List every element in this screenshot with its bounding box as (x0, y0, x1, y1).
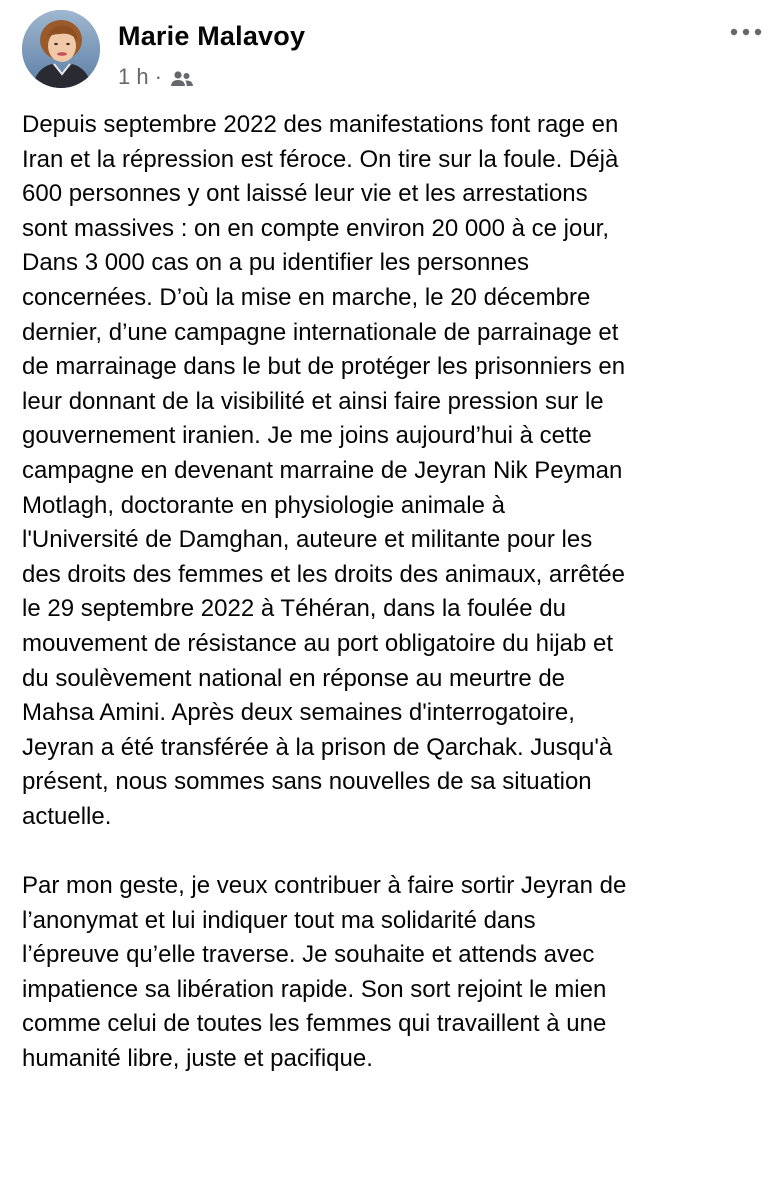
post-header (22, 10, 762, 92)
author-name[interactable]: Marie Malavoy (118, 21, 306, 51)
post-paragraph-1: Depuis septembre 2022 des manifestations font rage en Iran et la répression est féroce. On tire sur la foule. Déjà 600 personnes y ont laissé leur vie et les arrestations sont massives : on en compte environ 20 000 à ce jour, Dans 3 000 cas on a pu identifier les personnes concernées. D’où la mise en marche, le 20 décembre dernier, d’une campagne internationale de parrainage et de marrainage dans le but de protéger les prisonniers en leur donnant de la visibilité et ainsi faire pression sur le gouvernement iranien. Je me joins aujourd’hui à cette campagne en devenant marraine de Jeyran Nik Peyman Motlagh, doctorante en physiologie animale à l'Université de Damghan, auteure et militante pour les des droits des femmes et les droits des animaux, arrêtée le 29 septembre 2022 à Téhéran, dans la foulée du mouvement de résistance au port obligatoire du hijab et du soulèvement national en réponse au meurtre de Mahsa Amini. Après deux semaines d'interrogatoire, Jeyran a été transférée à la prison de Qarchak. Jusqu'à présent, nous sommes sans nouvelles de sa situation actuelle. (22, 111, 626, 830)
post-meta (118, 64, 194, 90)
friends-icon[interactable] (170, 68, 194, 86)
post-timestamp[interactable]: 1 h (118, 64, 149, 89)
author-avatar[interactable] (22, 10, 100, 88)
post-paragraph-2: Par mon geste, je veux contribuer à faire sortir Jeyran de l’anonymat et lui indiquer tout ma solidarité dans l’épreuve qu’elle traverse. Je souhaite et attends avec impatience sa libération rapide. Son sort rejoint le mien comme celui de toutes les femmes qui travaillent à une humanité libre, juste et pacifique. (22, 872, 627, 1073)
meta-separator: · (154, 64, 162, 89)
post-body (22, 108, 764, 1077)
more-horizontal-icon (730, 28, 762, 36)
avatar-image (22, 10, 100, 88)
more-options-button[interactable] (726, 18, 762, 46)
